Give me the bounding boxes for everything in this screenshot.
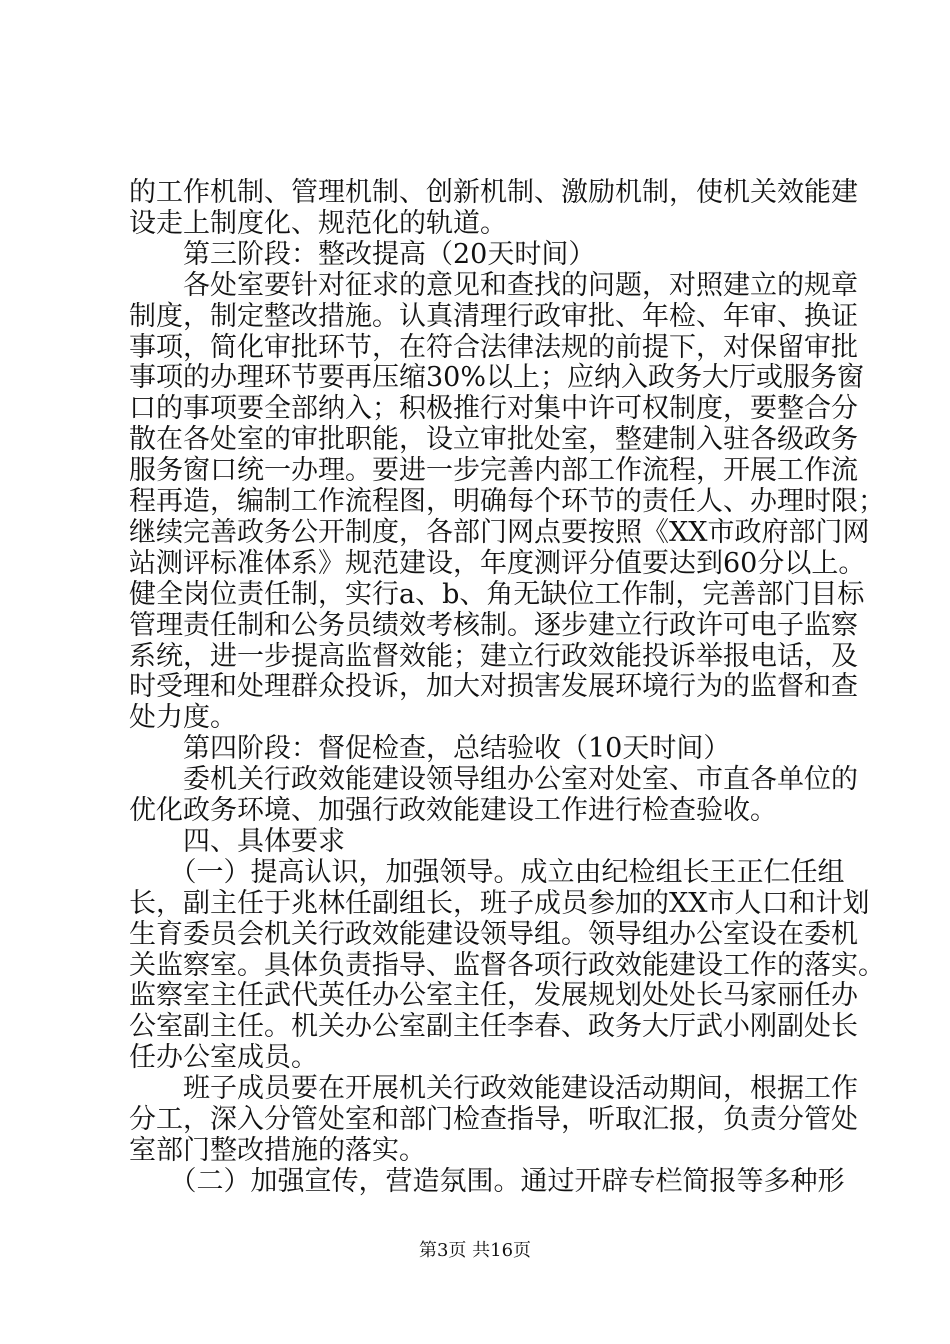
page-footer: 第3页 共16页 — [418, 1240, 532, 1261]
text-line: 任办公室成员。 — [129, 1042, 318, 1074]
text-line: 监察室主任武代英任办公室主任，发展规划处处长马家丽任办 — [129, 980, 858, 1012]
text-line: 制度，制定整改措施。认真清理行政审批、年检、年审、换证 — [129, 300, 858, 332]
text-line: 口的事项要全部纳入；积极推行对集中许可权制度，要整合分 — [129, 393, 858, 425]
text-line: 继续完善政务公开制度，各部门网点要按照《XX市政府部门网 — [129, 516, 870, 548]
text-line: 设走上制度化、规范化的轨道。 — [129, 207, 507, 239]
text-line: 散在各处室的审批职能，设立审批处室，整建制入驻各级政务 — [129, 424, 858, 456]
text-line: 优化政务环境、加强行政效能建设工作进行检查验收。 — [129, 795, 777, 826]
text-line: 站测评标准体系》规范建设，年度测评分值要达到60分以上。 — [129, 547, 866, 579]
text-line: 健全岗位责任制，实行a、b、角无缺位工作制，完善部门目标 — [129, 578, 865, 610]
text-line: 四、具体要求 — [129, 825, 345, 857]
text-line: 时受理和处理群众投诉，加大对损害发展环境行为的监督和查 — [129, 671, 858, 703]
text-line: 关监察室。具体负责指导、监督各项行政效能建设工作的落实。 — [129, 949, 885, 981]
text-line: 公室副主任。机关办公室副主任李春、政务大厅武小刚副处长 — [129, 1011, 858, 1043]
text-line: 生育委员会机关行政效能建设领导组。领导组办公室设在委机 — [129, 918, 858, 950]
text-line: 事项的办理环节要再压缩30%以上；应纳入政务大厅或服务窗 — [129, 362, 865, 394]
text-line: 系统，进一步提高监督效能；建立行政效能投诉举报电话，及 — [129, 640, 858, 672]
text-line: 事项，简化审批环节，在符合法律法规的前提下，对保留审批 — [129, 331, 858, 363]
text-line: 程再造，编制工作流程图，明确每个环节的责任人、办理时限； — [129, 486, 885, 517]
text-line: 班子成员要在开展机关行政效能建设活动期间，根据工作 — [129, 1073, 858, 1105]
text-line: 的工作机制、管理机制、创新机制、激励机制，使机关效能建 — [129, 177, 858, 208]
text-line: （一）提高认识，加强领导。成立由纪检组长王正仁任组 — [129, 856, 845, 888]
text-line: 第三阶段：整改提高（20天时间） — [129, 238, 596, 270]
text-line: （二）加强宣传，营造氛围。通过开辟专栏简报等多种形 — [129, 1165, 845, 1197]
text-line: 分工，深入分管处室和部门检查指导，听取汇报，负责分管处 — [129, 1104, 858, 1135]
text-line: 管理责任制和公务员绩效考核制。逐步建立行政许可电子监察 — [129, 609, 858, 641]
text-line: 委机关行政效能建设领导组办公室对处室、市直各单位的 — [129, 764, 858, 796]
text-line: 第四阶段：督促检查，总结验收（10天时间） — [129, 733, 731, 765]
text-line: 室部门整改措施的落实。 — [129, 1134, 426, 1166]
text-line: 各处室要针对征求的意见和查找的问题，对照建立的规章 — [129, 269, 858, 301]
text-line: 处力度。 — [129, 702, 237, 734]
text-line: 长，副主任于兆林任副组长，班子成员参加的XX市人口和计划 — [129, 887, 870, 919]
text-line: 服务窗口统一办理。要进一步完善内部工作流程，开展工作流 — [129, 455, 858, 487]
